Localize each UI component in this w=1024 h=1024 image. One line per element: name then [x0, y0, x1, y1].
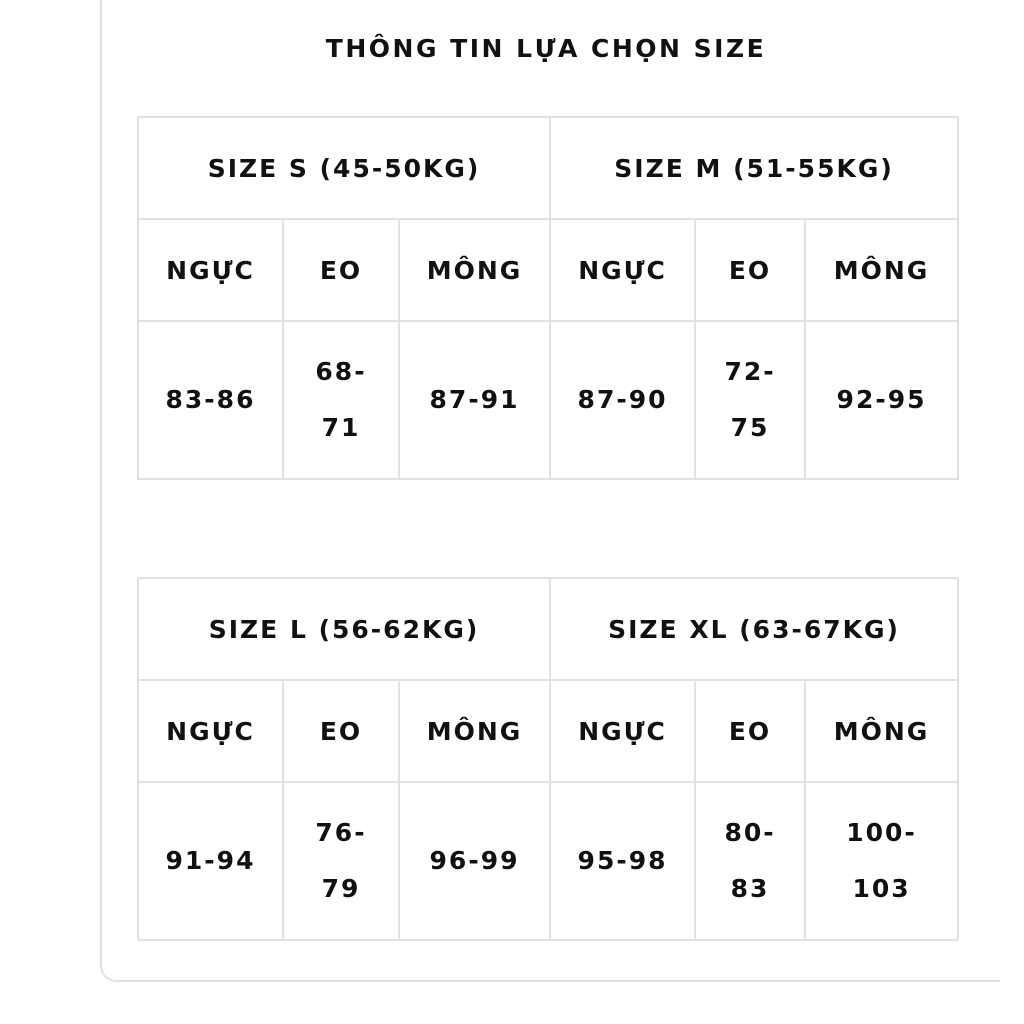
table-cell — [695, 321, 805, 479]
column-header-hip: MÔNG — [399, 219, 550, 321]
cell-value: 87-91 — [429, 385, 520, 414]
cell-value-cont: 103 — [852, 874, 911, 903]
table-cell — [138, 782, 283, 940]
table-cell — [550, 782, 695, 940]
table-cell — [399, 321, 550, 479]
page-title: THÔNG TIN LỰA CHỌN SIZE — [325, 34, 767, 63]
size-group-header: SIZE L (56-62KG) — [138, 578, 550, 680]
column-header-waist: EO — [283, 680, 399, 782]
table-cell — [138, 321, 283, 479]
cell-value: 95-98 — [577, 846, 668, 875]
cell-value: 76- — [315, 818, 367, 847]
size-table — [137, 116, 959, 480]
table-cell — [805, 782, 958, 940]
table-cell — [550, 321, 695, 479]
table-cell — [399, 782, 550, 940]
table-cell — [283, 321, 399, 479]
column-header-chest: NGỰC — [550, 219, 695, 321]
column-header-waist: EO — [695, 680, 805, 782]
cell-value: 87-90 — [577, 385, 668, 414]
table-cell — [805, 321, 958, 479]
column-header-chest: NGỰC — [138, 219, 283, 321]
cell-value: 91-94 — [165, 846, 256, 875]
cell-value-cont: 75 — [730, 413, 770, 442]
column-header-waist: EO — [695, 219, 805, 321]
column-header-chest: NGỰC — [550, 680, 695, 782]
cell-value: 92-95 — [836, 385, 927, 414]
cell-value-cont: 83 — [730, 874, 770, 903]
column-header-waist: EO — [283, 219, 399, 321]
cell-value: 72- — [724, 357, 776, 386]
cell-value: 80- — [724, 818, 776, 847]
size-group-header: SIZE XL (63-67KG) — [550, 578, 958, 680]
column-header-hip: MÔNG — [805, 680, 958, 782]
cell-value: 68- — [315, 357, 367, 386]
column-header-hip: MÔNG — [805, 219, 958, 321]
cell-value: 96-99 — [429, 846, 520, 875]
cell-value-cont: 71 — [321, 413, 361, 442]
column-header-hip: MÔNG — [399, 680, 550, 782]
table-cell — [695, 782, 805, 940]
size-group-header: SIZE M (51-55KG) — [550, 117, 958, 219]
cell-value-cont: 79 — [321, 874, 361, 903]
column-header-chest: NGỰC — [138, 680, 283, 782]
cell-value: 83-86 — [165, 385, 256, 414]
cell-value: 100- — [846, 818, 917, 847]
size-group-header: SIZE S (45-50KG) — [138, 117, 550, 219]
table-cell — [283, 782, 399, 940]
size-table — [137, 577, 959, 941]
